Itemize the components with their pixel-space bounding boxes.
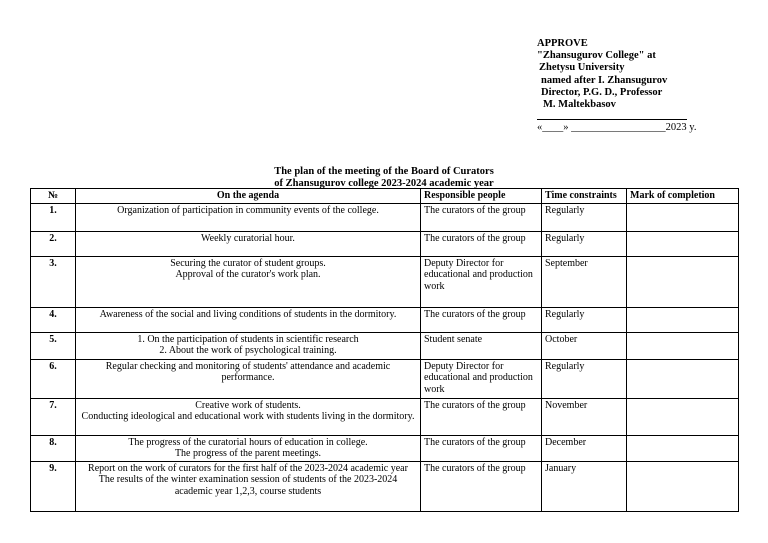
row-time: September [542, 256, 627, 307]
row-number: 9. [31, 461, 76, 511]
row-agenda [76, 461, 421, 511]
table-header-row [31, 189, 739, 204]
table-row [31, 359, 739, 398]
row-time: Regularly [542, 307, 627, 332]
row-mark [627, 461, 739, 511]
approval-named-after: named after I. Zhansugurov [541, 74, 668, 86]
approval-director-title: Director, P.G. D., Professor [541, 86, 663, 98]
agenda-line: Conducting ideological and educational work with students living in the dormitory. [81, 411, 415, 422]
row-time: November [542, 398, 627, 435]
row-number: 4. [31, 307, 76, 332]
row-time: October [542, 332, 627, 359]
table-row [31, 398, 739, 435]
plan-table [30, 188, 739, 512]
agenda-line: Weekly curatorial hour. [201, 232, 295, 244]
agenda-line: Securing the curator of student groups. [170, 257, 326, 269]
agenda-line: The progress of the parent meetings. [174, 448, 322, 459]
approval-block [537, 38, 737, 134]
row-agenda [76, 203, 421, 231]
header-mark-of-completion: Mark of completion [627, 189, 739, 204]
agenda-line: Approval of the curator's work plan. [175, 269, 321, 280]
header-responsible: Responsible people [421, 189, 542, 204]
row-mark [627, 398, 739, 435]
row-mark [627, 332, 739, 359]
header-time-constraints: Time constraints [542, 189, 627, 204]
row-number: 8. [31, 435, 76, 461]
row-time: Regularly [542, 231, 627, 256]
approval-college: "Zhansugurov College" at [537, 50, 656, 62]
row-responsible: The curators of the group [421, 231, 542, 256]
row-mark [627, 203, 739, 231]
signature-line [537, 119, 687, 120]
agenda-line: 2. About the work of psychological training. [159, 345, 337, 356]
row-responsible: The curators of the group [421, 398, 542, 435]
approval-director-name: M. Maltekbasov [543, 99, 616, 111]
table-row [31, 332, 739, 359]
row-mark [627, 359, 739, 398]
row-responsible: Deputy Director for educational and production work [421, 256, 542, 307]
row-time: January [542, 461, 627, 511]
row-agenda [76, 307, 421, 332]
row-number: 6. [31, 359, 76, 398]
row-time: Regularly [542, 359, 627, 398]
agenda-line: Creative work of students. [195, 399, 301, 411]
row-mark [627, 256, 739, 307]
agenda-line: 1. On the participation of students in scientific research [137, 333, 359, 345]
approval-university: Zhetysu University [539, 62, 625, 74]
agenda-line: Awareness of the social and living conditions of students in the dormitory. [99, 308, 397, 320]
agenda-line: Report on the work of curators for the first half of the 2023-2024 academic year [88, 462, 408, 474]
table-row [31, 203, 739, 231]
row-mark [627, 435, 739, 461]
agenda-line: The progress of the curatorial hours of education in college. [128, 436, 368, 448]
row-mark [627, 307, 739, 332]
title-line-1: The plan of the meeting of the Board of Curators [274, 166, 494, 177]
row-responsible: The curators of the group [421, 435, 542, 461]
row-agenda [76, 435, 421, 461]
row-number: 7. [31, 398, 76, 435]
row-responsible: The curators of the group [421, 203, 542, 231]
table-row [31, 231, 739, 256]
row-responsible: Deputy Director for educational and production work [421, 359, 542, 398]
row-mark [627, 231, 739, 256]
table-row [31, 435, 739, 461]
header-agenda: On the agenda [76, 189, 421, 204]
document-title [30, 166, 738, 189]
agenda-line: Organization of participation in community events of the college. [117, 204, 379, 216]
row-number: 3. [31, 256, 76, 307]
agenda-line: Regular checking and monitoring of students' attendance and academic performance. [105, 360, 391, 383]
row-agenda [76, 231, 421, 256]
table-row [31, 307, 739, 332]
row-time: December [542, 435, 627, 461]
header-number: № [31, 189, 76, 204]
row-agenda [76, 256, 421, 307]
title-line-2: of Zhansugurov college 2023-2024 academic year [274, 177, 494, 189]
row-responsible: Student senate [421, 332, 542, 359]
row-agenda [76, 332, 421, 359]
approval-heading: APPROVE [537, 38, 588, 49]
approval-date-line: «____» __________________2023 y. [537, 122, 697, 134]
row-responsible: The curators of the group [421, 461, 542, 511]
row-number: 1. [31, 203, 76, 231]
agenda-line: The results of the winter examination session of students of the 2023-2024 academic year 1,2,3, course students [98, 474, 398, 497]
row-time: Regularly [542, 203, 627, 231]
row-responsible: The curators of the group [421, 307, 542, 332]
row-number: 2. [31, 231, 76, 256]
row-agenda [76, 398, 421, 435]
row-number: 5. [31, 332, 76, 359]
table-row [31, 461, 739, 511]
table-row [31, 256, 739, 307]
row-agenda [76, 359, 421, 398]
